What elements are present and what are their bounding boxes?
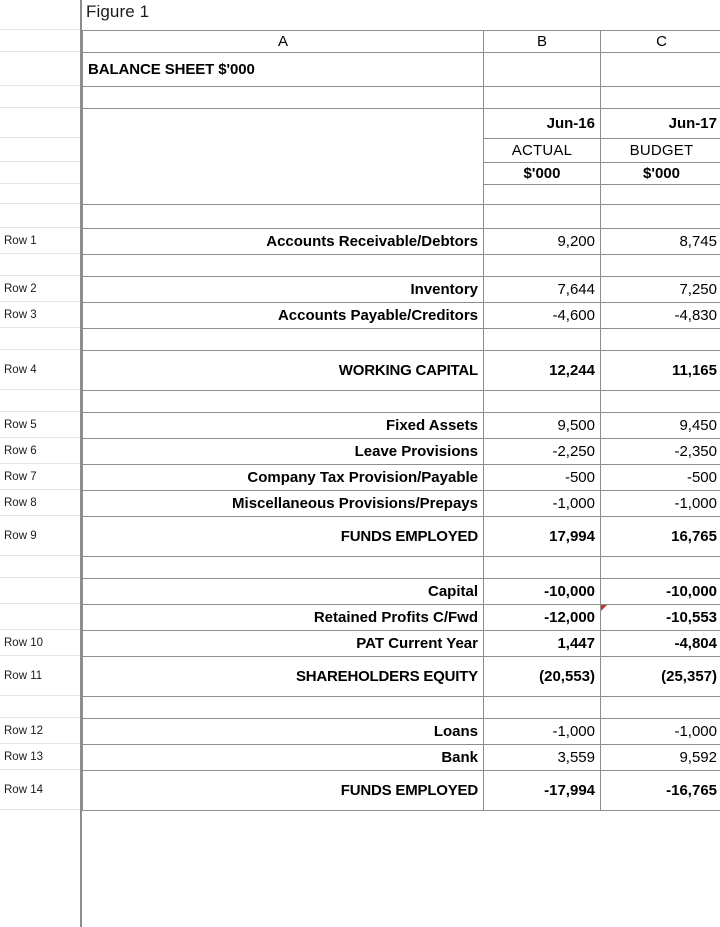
gutter-row-label[interactable]: Row 8 — [0, 490, 80, 516]
value-cell-b[interactable]: -1,000 — [484, 719, 601, 745]
gutter-row-blank — [0, 162, 80, 184]
row-label-cell[interactable]: Leave Provisions — [83, 439, 484, 465]
table-row — [83, 413, 720, 439]
row-label-cell[interactable]: FUNDS EMPLOYED — [83, 517, 484, 557]
spacer-row — [83, 391, 720, 413]
gutter-row-blank — [0, 86, 80, 108]
spacer-cell-c — [601, 557, 720, 579]
gutter-row-blank — [0, 254, 80, 276]
spacer-cell-b — [484, 557, 601, 579]
gutter-row-blank — [0, 328, 80, 350]
value-cell-c[interactable]: 8,745 — [601, 229, 720, 255]
figure-caption: Figure 1 — [86, 2, 150, 21]
dark-filler-b — [484, 53, 601, 87]
row-label-cell[interactable]: Accounts Receivable/Debtors — [83, 229, 484, 255]
dark-band-b — [484, 87, 601, 109]
value-cell-c[interactable]: 11,165 — [601, 351, 720, 391]
gutter-row-label[interactable]: Row 6 — [0, 438, 80, 464]
table-row — [83, 229, 720, 255]
column-letter-c[interactable]: C — [601, 31, 720, 53]
value-cell-c[interactable]: -1,000 — [601, 719, 720, 745]
table-row — [83, 277, 720, 303]
value-cell-c[interactable]: -4,830 — [601, 303, 720, 329]
spacer-cell-a — [83, 697, 484, 719]
row-label-cell[interactable]: Capital — [83, 579, 484, 605]
value-cell-c[interactable]: -10,553 — [601, 605, 720, 631]
row-label-cell[interactable]: Bank — [83, 745, 484, 771]
value-cell-b[interactable]: -17,994 — [484, 771, 601, 811]
spacer-cell-a — [83, 329, 484, 351]
gutter-row-blank — [0, 52, 80, 86]
gutter-row-label[interactable]: Row 4 — [0, 350, 80, 390]
gutter-row-blank — [0, 184, 80, 204]
value-cell-b[interactable]: -10,000 — [484, 579, 601, 605]
spacer-cell-a — [83, 255, 484, 277]
gutter-row-blank — [0, 390, 80, 412]
spacer-cell-a — [83, 391, 484, 413]
value-cell-c[interactable]: 9,592 — [601, 745, 720, 771]
table-row — [83, 719, 720, 745]
spacer-cell-b — [484, 329, 601, 351]
period-label-b[interactable]: Jun-16 — [484, 109, 601, 139]
table-row — [83, 439, 720, 465]
value-cell-b[interactable]: -1,000 — [484, 491, 601, 517]
gutter-row-label[interactable]: Row 10 — [0, 630, 80, 656]
value-cell-b[interactable]: -4,600 — [484, 303, 601, 329]
row-label-cell[interactable]: PAT Current Year — [83, 631, 484, 657]
value-cell-b[interactable]: (20,553) — [484, 657, 601, 697]
value-cell-c[interactable]: -1,000 — [601, 491, 720, 517]
value-cell-c[interactable]: 9,450 — [601, 413, 720, 439]
gutter-row-label[interactable]: Row 1 — [0, 228, 80, 254]
row-label-cell[interactable]: WORKING CAPITAL — [83, 351, 484, 391]
value-cell-b[interactable]: -2,250 — [484, 439, 601, 465]
table-row — [83, 771, 720, 811]
basis-label-b[interactable]: ACTUAL — [484, 139, 601, 163]
table-row — [83, 491, 720, 517]
gutter-row-label[interactable]: Row 12 — [0, 718, 80, 744]
gutter-row-label[interactable]: Row 2 — [0, 276, 80, 302]
gutter-row-label[interactable]: Row 7 — [0, 464, 80, 490]
blank-header-a — [83, 109, 484, 205]
gutter-row-blank — [0, 556, 80, 578]
value-cell-b[interactable]: 9,200 — [484, 229, 601, 255]
table-row — [83, 465, 720, 491]
row-header-gutter — [0, 0, 82, 927]
spacer-cell-b — [484, 255, 601, 277]
basis-label-c[interactable]: BUDGET — [601, 139, 720, 163]
period-header-row — [83, 109, 720, 139]
gutter-row-label[interactable]: Row 11 — [0, 656, 80, 696]
hatched-cell-b — [484, 185, 601, 205]
dark-spacer-b — [484, 205, 601, 229]
value-cell-c[interactable]: (25,357) — [601, 657, 720, 697]
value-cell-c[interactable]: -2,350 — [601, 439, 720, 465]
value-cell-c[interactable]: 16,765 — [601, 517, 720, 557]
table-row — [83, 351, 720, 391]
spacer-cell-c — [601, 329, 720, 351]
value-cell-b[interactable]: 1,447 — [484, 631, 601, 657]
hatched-cell-c — [601, 185, 720, 205]
gutter-row-blank — [0, 138, 80, 162]
column-letter-a[interactable]: A — [83, 31, 484, 53]
row-label-cell[interactable]: Retained Profits C/Fwd — [83, 605, 484, 631]
gutter-row-label[interactable]: Row 5 — [0, 412, 80, 438]
table-row — [83, 303, 720, 329]
value-cell-c[interactable]: -16,765 — [601, 771, 720, 811]
value-cell-c[interactable]: -500 — [601, 465, 720, 491]
value-cell-b[interactable]: 3,559 — [484, 745, 601, 771]
unit-label-b[interactable]: $'000 — [484, 163, 601, 185]
row-label-cell[interactable]: SHAREHOLDERS EQUITY — [83, 657, 484, 697]
gutter-row-label[interactable]: Row 14 — [0, 770, 80, 810]
spacer-row — [83, 697, 720, 719]
dark-spacer-c — [601, 205, 720, 229]
value-cell-b[interactable]: -500 — [484, 465, 601, 491]
table-row — [83, 579, 720, 605]
row-label-cell[interactable]: Loans — [83, 719, 484, 745]
value-cell-c[interactable]: -4,804 — [601, 631, 720, 657]
gutter-row-blank — [0, 604, 80, 630]
spacer-row — [83, 329, 720, 351]
spacer-cell-b — [484, 697, 601, 719]
table-row — [83, 631, 720, 657]
spacer-cell-c — [601, 697, 720, 719]
row-label-cell[interactable]: Miscellaneous Provisions/Prepays — [83, 491, 484, 517]
gutter-row-blank — [0, 30, 80, 52]
row-label-cell[interactable]: Fixed Assets — [83, 413, 484, 439]
row-label-cell[interactable]: FUNDS EMPLOYED — [83, 771, 484, 811]
value-cell-b[interactable]: 9,500 — [484, 413, 601, 439]
row-label-cell[interactable]: Company Tax Provision/Payable — [83, 465, 484, 491]
gutter-row-blank — [0, 696, 80, 718]
spacer-cell-c — [601, 255, 720, 277]
value-cell-c[interactable]: 7,250 — [601, 277, 720, 303]
gutter-row-blank — [0, 204, 80, 228]
gutter-row-label[interactable]: Row 13 — [0, 744, 80, 770]
dark-filler-c — [601, 53, 720, 87]
spacer-row — [83, 255, 720, 277]
dark-spacer-a — [83, 205, 484, 229]
table-row — [83, 517, 720, 557]
dark-band-a — [83, 87, 484, 109]
column-letter-b[interactable]: B — [484, 31, 601, 53]
sheet-title-cell[interactable]: BALANCE SHEET $'000 — [83, 53, 484, 87]
table-row — [83, 745, 720, 771]
table-row — [83, 657, 720, 697]
value-cell-b[interactable]: -12,000 — [484, 605, 601, 631]
table-row — [83, 605, 720, 631]
column-letter-header — [83, 31, 720, 53]
gutter-row-blank — [0, 108, 80, 138]
value-cell-b[interactable]: 7,644 — [484, 277, 601, 303]
gutter-row-label[interactable]: Row 9 — [0, 516, 80, 556]
spacer-cell-a — [83, 557, 484, 579]
unit-label-c[interactable]: $'000 — [601, 163, 720, 185]
gutter-row-label[interactable]: Row 3 — [0, 302, 80, 328]
value-cell-c[interactable]: -10,000 — [601, 579, 720, 605]
sheet-title-row — [83, 53, 720, 87]
dark-band-row — [83, 87, 720, 109]
dark-spacer-row — [83, 205, 720, 229]
value-cell-b[interactable]: 17,994 — [484, 517, 601, 557]
period-label-c[interactable]: Jun-17 — [601, 109, 720, 139]
spacer-cell-b — [484, 391, 601, 413]
row-label-cell[interactable]: Inventory — [83, 277, 484, 303]
spacer-cell-c — [601, 391, 720, 413]
dark-band-c — [601, 87, 720, 109]
row-label-cell[interactable]: Accounts Payable/Creditors — [83, 303, 484, 329]
gutter-row-blank — [0, 578, 80, 604]
spacer-row — [83, 557, 720, 579]
balance-sheet-grid — [82, 30, 720, 811]
gutter-row-caption — [0, 0, 80, 30]
value-cell-b[interactable]: 12,244 — [484, 351, 601, 391]
